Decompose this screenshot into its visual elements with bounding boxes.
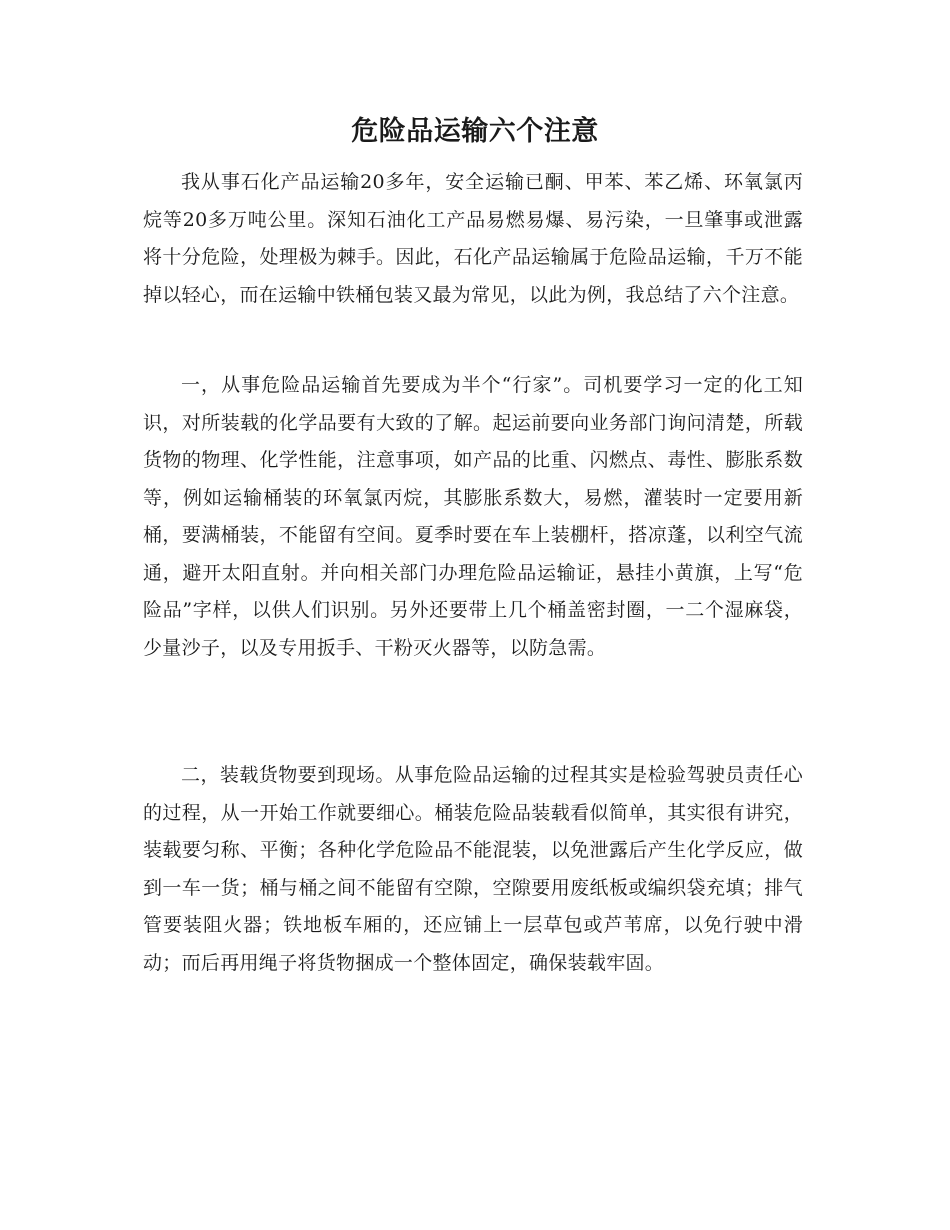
paragraph-intro: 我从事石化产品运输20多年，安全运输已酮、甲苯、苯乙烯、环氧氯丙烷等20多万吨公里。深知石油化工产品易燃易爆、易污染，一旦肇事或泄露将十分危险，处理极为棘手。因此，石化产品运输属于危险品运输，千万不能掉以轻心，而在运输中铁桶包装又最为常见，以此为例，我总结了六个注意。 [143, 171, 803, 306]
paragraph-point-two: 二，装载货物要到现场。从事危险品运输的过程其实是检验驾驶员责任心的过程，从一开始工作就要细心。桶装危险品装载看似简单，其实很有讲究，装载要匀称、平衡；各种化学危险品不能混装，以免泄露后产生化学反应，做到一车一货；桶与桶之间不能留有空隙，空隙要用废纸板或编织袋充填；排气管要装阻火器；铁地板车厢的，还应铺上一层草包或芦苇席，以免行驶中滑动；而后再用绳子将货物捆成一个整体固定，确保装载牢固。 [143, 764, 803, 974]
document-title: 危险品运输六个注意 [351, 116, 599, 147]
paragraph-point-one: 一，从事危险品运输首先要成为半个“行家”。司机要学习一定的化工知识，对所装载的化学品要有大致的了解。起运前要向业务部门询问清楚，所载货物的物理、化学性能，注意事项，如产品的比重、闪燃点、毒性、膨胀系数等，例如运输桶装的环氧氯丙烷，其膨胀系数大，易燃，灌装时一定要用新桶，要满桶装，不能留有空间。夏季时要在车上装棚杆，搭凉蓬，以利空气流通，避开太阳直射。并向相关部门办理危险品运输证，悬挂小黄旗，上写“危险品”字样，以供人们识别。另外还要带上几个桶盖密封圈，一二个湿麻袋，少量沙子，以及专用扳手、干粉灭火器等，以防急需。 [143, 374, 803, 659]
